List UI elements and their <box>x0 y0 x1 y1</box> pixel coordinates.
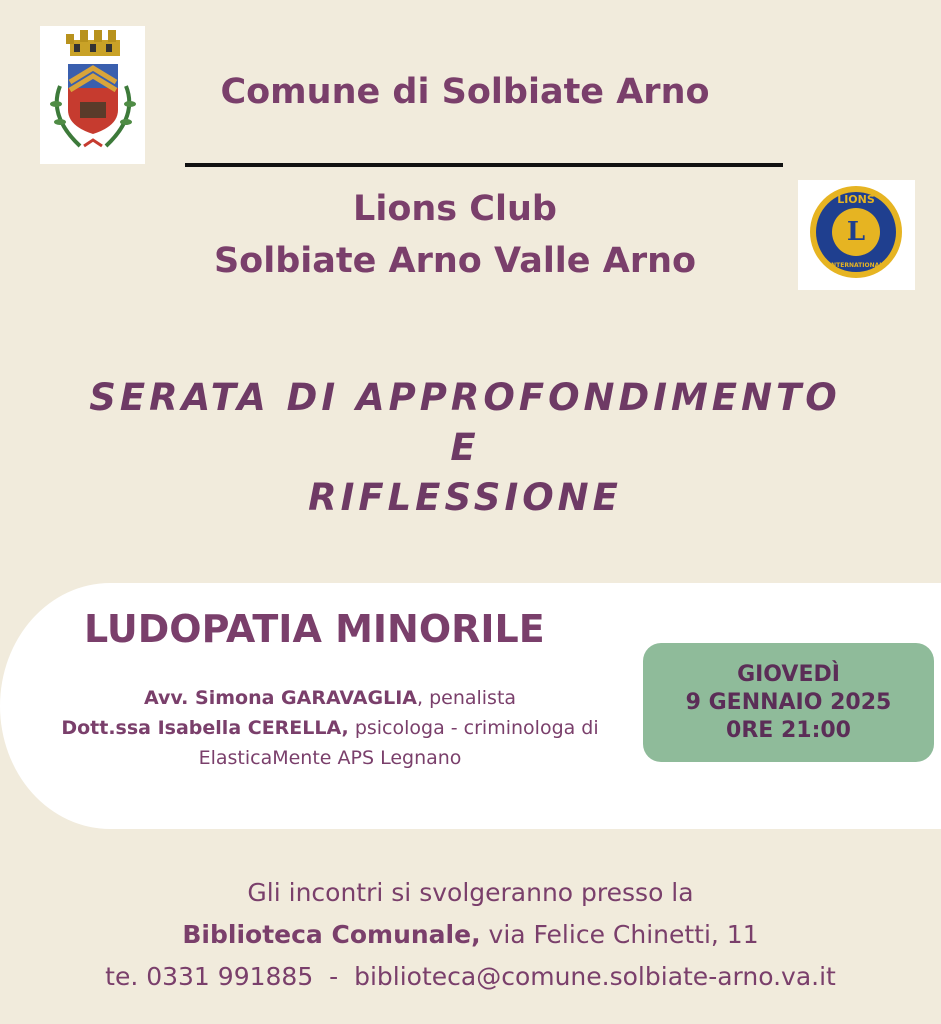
lions-international-logo <box>798 180 915 290</box>
speaker-2-org: ElasticaMente APS Legnano <box>198 747 462 769</box>
footer-info <box>0 872 941 998</box>
footer-venue-address: via Felice Chinetti, 11 <box>480 920 759 949</box>
lions-club-title <box>180 183 730 287</box>
date-badge <box>643 643 934 762</box>
speaker-2-role: psicologa - criminologa di <box>348 717 599 739</box>
lions-logo-text-bottom: INTERNATIONAL <box>828 262 884 269</box>
lions-logo-text-top: LIONS <box>837 193 875 206</box>
footer-line1: Gli incontri si svolgeranno presso la <box>247 878 694 907</box>
event-title-line1: SERATA DI APPROFONDIMENTO <box>89 376 841 419</box>
topic-title: LUDOPATIA MINORILE <box>84 607 545 651</box>
speaker-2 <box>40 713 620 743</box>
event-title <box>0 373 930 523</box>
footer-email: biblioteca@comune.solbiate-arno.va.it <box>354 962 836 991</box>
lions-club-line1: Lions Club <box>353 189 557 229</box>
date-date: 9 GENNAIO 2025 <box>685 689 892 715</box>
header-divider <box>185 163 783 167</box>
date-time: 0RE 21:00 <box>726 717 851 743</box>
speaker-2-name: Dott.ssa Isabella CERELLA, <box>61 717 349 739</box>
footer-venue <box>0 914 941 956</box>
footer-contacts <box>0 956 941 998</box>
event-title-line3: RIFLESSIONE <box>308 476 622 519</box>
date-day: GIOVEDÌ <box>737 661 840 687</box>
lions-club-line2: Solbiate Arno Valle Arno <box>213 241 697 281</box>
footer-venue-name: Biblioteca Comunale, <box>182 920 481 949</box>
speakers-block <box>40 683 620 773</box>
event-title-line2: E <box>450 426 480 469</box>
lions-logo-letter: L <box>846 217 866 247</box>
footer-separator: - <box>329 962 339 991</box>
footer-phone: te. 0331 991885 <box>105 962 314 991</box>
comune-title: Comune di Solbiate Arno <box>220 72 710 112</box>
speaker-1-name: Avv. Simona GARAVAGLIA <box>143 687 417 709</box>
speaker-1-role: , penalista <box>416 687 517 709</box>
speaker-1 <box>40 683 620 713</box>
